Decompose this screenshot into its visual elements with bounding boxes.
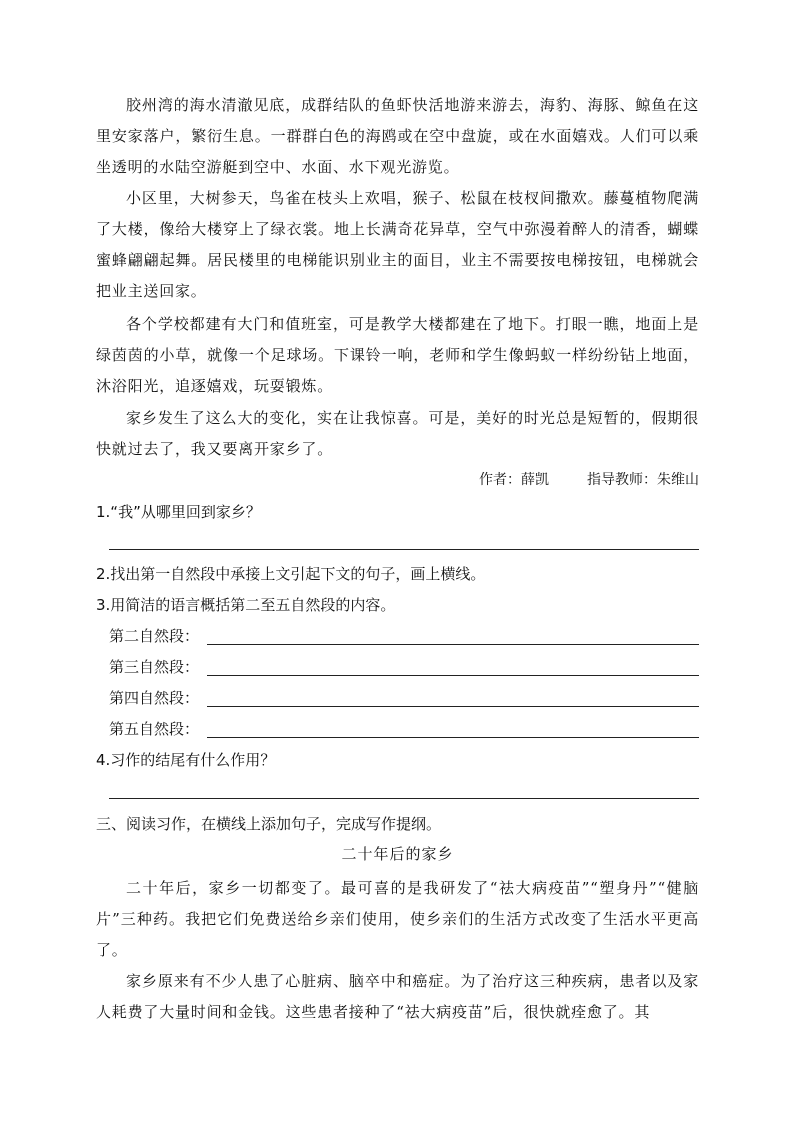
question-3: 3.用简洁的语言概括第二至五自然段的内容。 (96, 596, 396, 614)
passage-paragraph-1: 胶州湾的海水清澈见底，成群结队的鱼虾快活地游来游去，海豹、海豚、鲸鱼在这里安家落户，繁衍生息。一群群白色的海鸥或在空中盘旋，或在水面嬉戏。人们可以乘坐透明的水陆空游艇到空中、水面、水下观光游览。 (96, 96, 699, 176)
answer-line[interactable] (207, 706, 699, 707)
summary-label: 第四自然段： (109, 689, 200, 707)
answer-line[interactable] (207, 644, 699, 645)
summary-row-para5[interactable] (109, 717, 699, 741)
byline (96, 468, 699, 492)
summary-label: 第二自然段： (109, 627, 200, 645)
question-2: 2.找出第一自然段中承接上文引起下文的句子，画上横线。 (96, 565, 486, 583)
summary-label: 第五自然段： (109, 720, 200, 738)
essay-paragraph-1: 二十年后，家乡一切都变了。最可喜的是我研发了“祛大病疫苗”“塑身丹”“健脑片”三种药。我把它们免费送给乡亲们使用，使乡亲们的生活方式改变了生活水平更高了。 (96, 879, 699, 959)
summary-row-para2[interactable] (109, 624, 699, 648)
summary-row-para3[interactable] (109, 655, 699, 679)
essay-title: 二十年后的家乡 (341, 845, 454, 863)
section-3-heading: 三、阅读习作，在横线上添加句子，完成写作提纲。 (96, 815, 442, 833)
passage-paragraph-2: 小区里，大树参天，鸟雀在枝头上欢唱，猴子、松鼠在枝杈间撒欢。藤蔓植物爬满了大楼，像给大楼穿上了绿衣裳。地上长满奇花异草，空气中弥漫着醉人的清香，蝴蝶蜜蜂翩翩起舞。居民楼里的电梯能识别业主的面目，业主不需要按电梯按钮，电梯就会把业主送回家。 (96, 189, 699, 300)
essay-paragraph-2: 家乡原来有不少人患了心脏病、脑卒中和癌症。为了治疗这三种疾病，患者以及家人耗费了大量时间和金钱。这些患者接种了“祛大病疫苗”后，很快就痊愈了。其 (96, 972, 699, 1021)
summary-row-para4[interactable] (109, 686, 699, 710)
question-4: 4.习作的结尾有什么作用？ (96, 751, 276, 769)
passage-paragraph-4: 家乡发生了这么大的变化，实在让我惊喜。可是，美好的时光总是短暂的，假期很快就过去了，我又要离开家乡了。 (96, 409, 699, 458)
teacher-credit: 指导教师：朱维山 (587, 472, 699, 488)
passage-paragraph-3: 各个学校都建有大门和值班室，可是教学大楼都建在了地下。打眼一瞧，地面上是绿茵茵的小草，就像一个足球场。下课铃一响，老师和学生像蚂蚁一样纷纷钻上地面，沐浴阳光，追逐嬉戏，玩耍锻炼。 (96, 315, 699, 395)
author-credit: 作者：薛凯 (479, 472, 549, 488)
question-1: 1.“我”从哪里回到家乡？ (96, 503, 261, 521)
answer-line-1[interactable] (109, 549, 699, 550)
summary-label: 第三自然段： (109, 658, 200, 676)
answer-line-4[interactable] (109, 798, 699, 799)
answer-line[interactable] (207, 737, 699, 738)
answer-line[interactable] (207, 675, 699, 676)
